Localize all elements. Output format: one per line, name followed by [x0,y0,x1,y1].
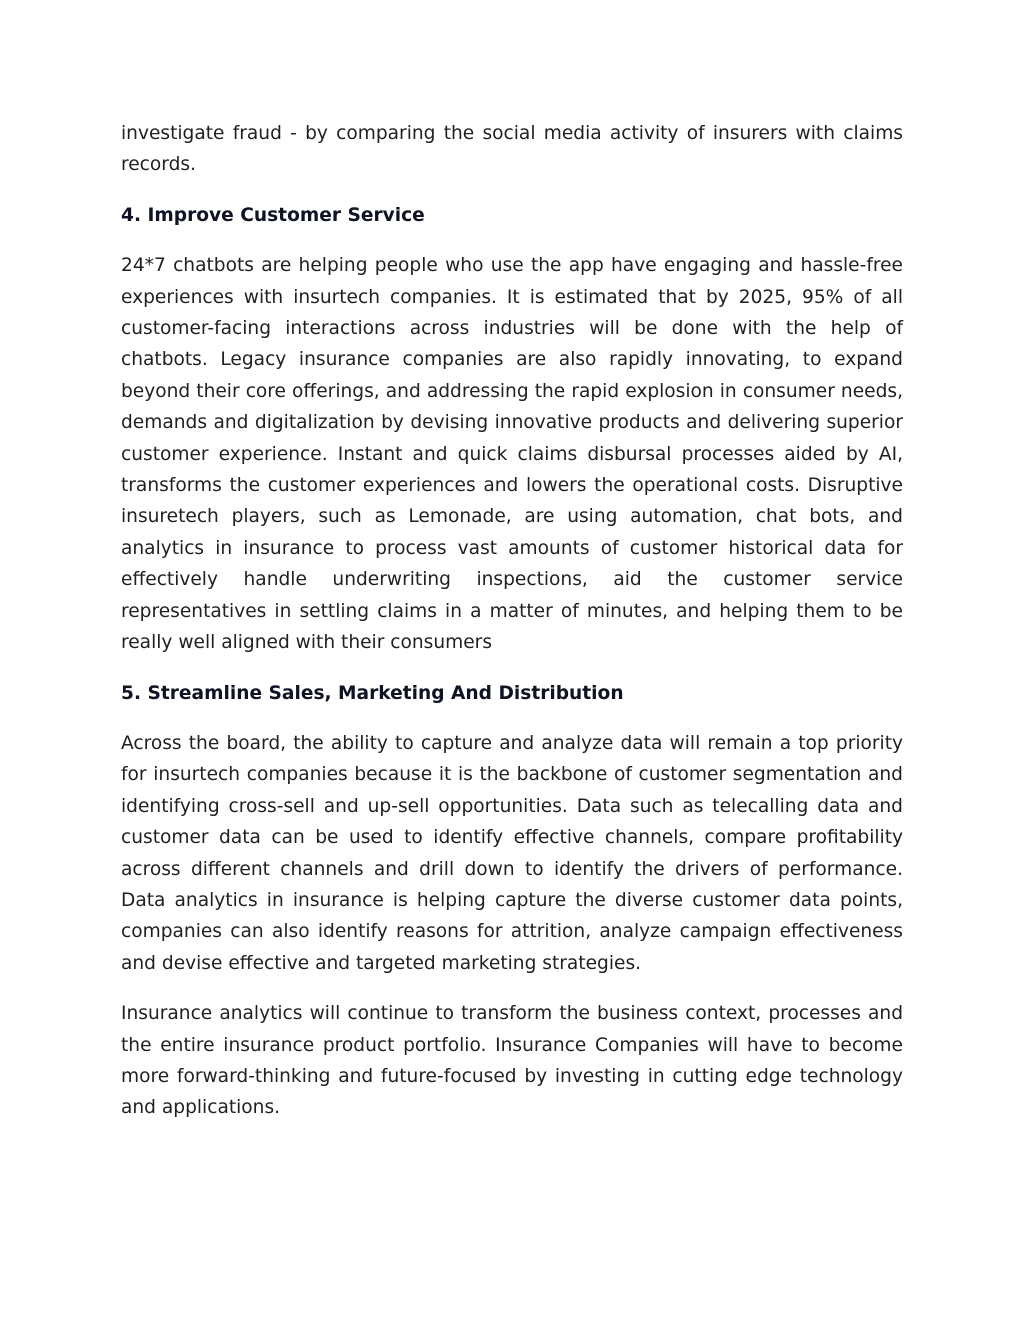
paragraph-fraud-continuation: investigate fraud - by comparing the social media activity of insurers with claims records. [121,123,903,176]
paragraph-conclusion: Insurance analytics will continue to transform the business context, processes and the entire insurance product portfolio. Insurance Companies will have to become more forward-thinking and future-focused by investing in cutting edge technology and applications. [121,1003,903,1119]
paragraph-data-capture: Across the board, the ability to capture and analyze data will remain a top priority for insurtech companies because it is the backbone of customer segmentation and identifying cross-sell and up-sell opportunities. Data such as telecalling data and customer data can be used to identify effective channels, compare profitability across different channels and drill down to identify the drivers of performance. Data analytics in insurance is helping capture the diverse customer data points, companies can also identify reasons for attrition, analyze campaign effectiveness and devise effective and targeted marketing strategies. [121,732,903,974]
heading-streamline-sales: 5. Streamline Sales, Marketing And Distribution [121,682,624,704]
heading-improve-customer-service: 4. Improve Customer Service [121,204,425,226]
document-page [121,118,903,1143]
paragraph-chatbots: 24*7 chatbots are helping people who use the app have engaging and hassle-free experiences with insurtech companies. It is estimated that by 2025, 95% of all customer-facing interactions across industries will be done with the help of chatbots. Legacy insurance companies are also rapidly innovating, to expand beyond their core offerings, and addressing the rapid explosion in consumer needs, demands and digitalization by devising innovative products and delivering superior customer experience. Instant and quick claims disbursal processes aided by AI, transforms the customer experiences and lowers the operational costs. Disruptive insuretech players, such as Lemonade, are using automation, chat bots, and analytics in insurance to process vast amounts of customer historical data for effectively handle underwriting inspections, aid the customer service representatives in settling claims in a matter of minutes, and helping them to be really well aligned with their consumers [121,255,903,654]
